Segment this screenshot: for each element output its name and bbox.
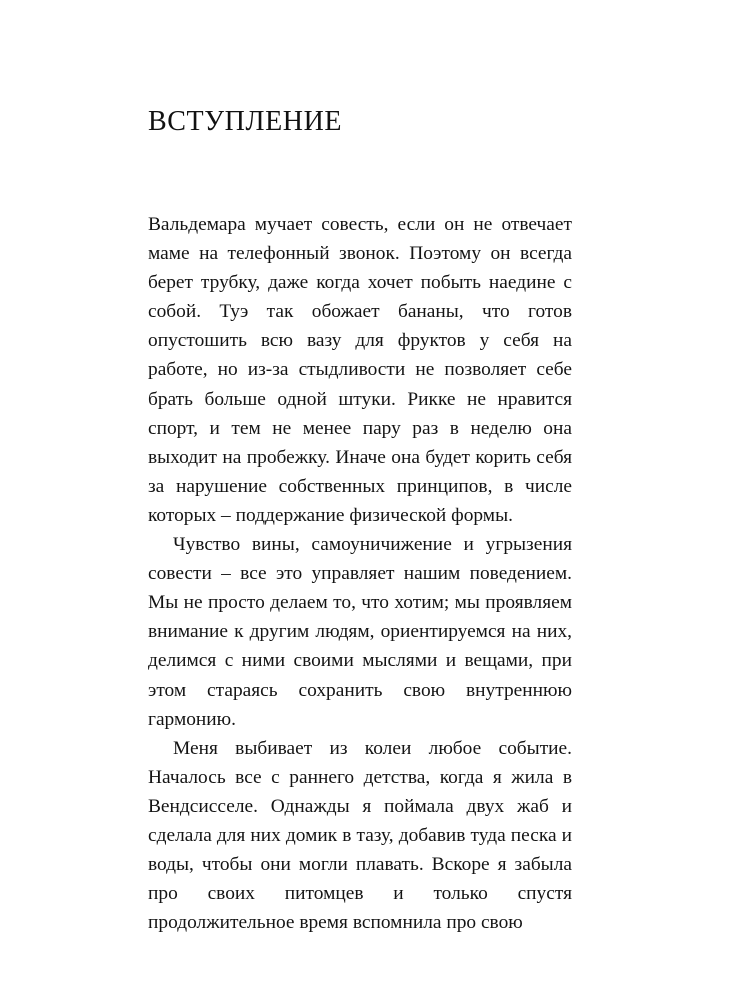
paragraph: Меня выбивает из колеи любое событие. Началось все с раннего детства, когда я жила в Вендсисселе. Однажды я поймала двух жаб и сделала для них домик в тазу, добавив туда песка и воды, чтобы они могли плавать. Вскоре я забыла про своих питомцев и только спустя продолжительное время вспомнила про свою xyxy=(148,737,572,934)
text-column xyxy=(148,0,572,937)
body-text xyxy=(148,136,572,937)
page-title: ВСТУПЛЕНИЕ xyxy=(148,106,343,137)
paragraph: Вальдемара мучает совесть, если он не отвечает маме на телефонный звонок. Поэтому он всегда берет трубку, даже когда хочет побыть наедине с собой. Туэ так обожает бананы, что готов опустошить всю вазу для фруктов у себя на работе, но из-за стыдливости не позволяет себе брать больше одной штуки. Рикке не нравится спорт, и тем не менее пару раз в неделю она выходит на пробежку. Иначе она будет корить себя за нарушение собственных принципов, в числе которых – поддержание физической формы. xyxy=(148,214,572,526)
paragraph: Чувство вины, самоуничижение и угрызения совести – все это управляет нашим поведением. Мы не просто делаем то, что хотим; мы проявляем внимание к другим людям, ориентируемся на них, делимся с ними своими мыслями и вещами, при этом стараясь сохранить свою внутреннюю гармонию. xyxy=(148,534,572,730)
